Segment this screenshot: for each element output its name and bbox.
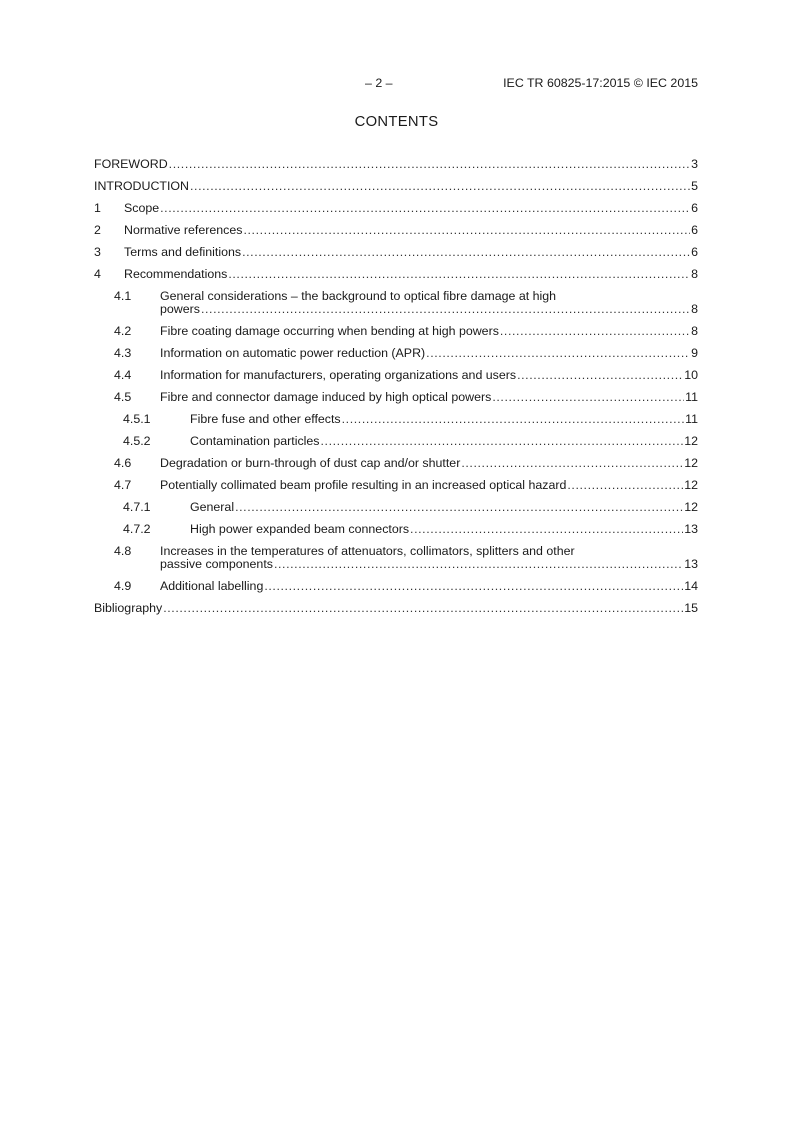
dot-leader: [242, 246, 690, 259]
page-number: – 2 –: [365, 76, 393, 90]
dot-leader: [517, 369, 683, 382]
toc-entry[interactable]: [94, 457, 698, 479]
toc-entry[interactable]: [94, 224, 698, 246]
toc-entry-title: Information for manufacturers, operating organizations and users: [160, 368, 517, 382]
toc-entry[interactable]: [94, 602, 698, 624]
toc-entry-page: 10: [684, 368, 698, 382]
toc-entry-title: Contamination particles: [190, 434, 320, 448]
toc-entry-page: 12: [684, 434, 698, 448]
toc-entry-title-line1: Increases in the temperatures of attenuators, collimators, splitters and other: [160, 544, 575, 558]
toc-entry-number: 3: [94, 245, 101, 259]
dot-leader: [426, 347, 690, 360]
toc-entry[interactable]: [94, 325, 698, 347]
contents-title: CONTENTS: [354, 114, 439, 130]
toc-entry[interactable]: [94, 413, 698, 435]
toc-entry-title: Fibre fuse and other effects: [190, 412, 341, 426]
toc-entry-page: 15: [684, 601, 698, 615]
toc-entry[interactable]: [94, 347, 698, 369]
toc-entry[interactable]: [94, 158, 698, 180]
toc-entry-number: 4.4: [114, 368, 132, 382]
dot-leader: [243, 224, 690, 237]
dot-leader: [274, 558, 683, 571]
toc-entry-title-line1: General considerations – the background to optical fibre damage at high: [160, 289, 557, 303]
toc-entry[interactable]: [94, 180, 698, 202]
toc-entry-page: 6: [691, 201, 698, 215]
dot-leader: [228, 268, 690, 281]
toc-entry-number: 4.8: [114, 544, 132, 558]
dot-leader: [264, 580, 683, 593]
dot-leader: [461, 457, 683, 470]
toc-entry-number: 4.5: [114, 390, 132, 404]
dot-leader: [410, 523, 683, 536]
toc-entry-title: Fibre coating damage occurring when bending at high powers: [160, 324, 499, 338]
toc-entry[interactable]: [94, 501, 698, 523]
toc-entry-title: Normative references: [124, 223, 243, 237]
dot-leader: [320, 435, 683, 448]
toc-entry-number: 4.3: [114, 346, 132, 360]
dot-leader: [567, 479, 683, 492]
toc-entry-number: 4.7: [114, 478, 132, 492]
toc-entry-title: Degradation or burn-through of dust cap and/or shutter: [160, 456, 461, 470]
dot-leader: [163, 602, 683, 615]
dot-leader: [160, 202, 690, 215]
toc-entry[interactable]: [94, 435, 698, 457]
toc-entry[interactable]: [94, 580, 698, 602]
toc-entry-number: 4.7.2: [123, 522, 151, 536]
toc-entry-page: 3: [691, 157, 698, 171]
toc-entry[interactable]: [94, 290, 698, 325]
toc-entry[interactable]: [94, 246, 698, 268]
toc-entry-number: 2: [94, 223, 101, 237]
dot-leader: [235, 501, 683, 514]
toc-entry-number: 4.6: [114, 456, 132, 470]
toc-entry-title: General: [190, 500, 235, 514]
dot-leader: [169, 158, 690, 171]
toc-entry[interactable]: [94, 479, 698, 501]
toc-entry-title: Bibliography: [94, 601, 163, 615]
toc-entry-page: 11: [685, 412, 698, 426]
page-header: [95, 76, 698, 92]
toc-entry-page: 8: [691, 267, 698, 281]
toc-entry[interactable]: [94, 391, 698, 413]
toc-entry-page: 14: [684, 579, 698, 593]
toc-entry-number: 4.5.1: [123, 412, 151, 426]
toc-entry-title: Information on automatic power reduction (APR): [160, 346, 426, 360]
toc-entry-page: 9: [691, 346, 698, 360]
toc-entry-title: passive components: [160, 557, 273, 571]
toc-entry-number: 1: [94, 201, 101, 215]
toc-entry-title: High power expanded beam connectors: [190, 522, 410, 536]
toc-entry[interactable]: [94, 202, 698, 224]
toc-entry-title: Fibre and connector damage induced by high optical powers: [160, 390, 492, 404]
toc-entry-title: powers: [160, 302, 200, 316]
toc-entry-title: Additional labelling: [160, 579, 264, 593]
dot-leader: [500, 325, 690, 338]
dot-leader: [201, 303, 690, 316]
toc-entry-number: 4.9: [114, 579, 132, 593]
toc-entry-title: Scope: [124, 201, 160, 215]
toc-entry-page: 13: [684, 522, 698, 536]
toc-entry-page: 12: [684, 478, 698, 492]
document-id: IEC TR 60825-17:2015 © IEC 2015: [503, 76, 698, 90]
toc-entry-title: Potentially collimated beam profile resulting in an increased optical hazard: [160, 478, 567, 492]
toc-entry-page: 12: [684, 500, 698, 514]
toc-entry[interactable]: [94, 369, 698, 391]
toc-entry-page: 11: [685, 390, 698, 404]
table-of-contents: [94, 158, 698, 624]
toc-entry-title: FOREWORD: [94, 157, 168, 171]
toc-entry-page: 5: [691, 179, 698, 193]
toc-entry-page: 8: [691, 324, 698, 338]
toc-entry-title: Recommendations: [124, 267, 228, 281]
toc-entry-title: Terms and definitions: [124, 245, 242, 259]
toc-entry-page: 8: [691, 302, 698, 316]
toc-entry-page: 6: [691, 245, 698, 259]
toc-entry-number: 4.2: [114, 324, 132, 338]
toc-entry[interactable]: [94, 545, 698, 580]
toc-entry-number: 4: [94, 267, 101, 281]
dot-leader: [190, 180, 690, 193]
toc-entry[interactable]: [94, 523, 698, 545]
toc-entry-number: 4.5.2: [123, 434, 151, 448]
dot-leader: [342, 413, 685, 426]
dot-leader: [492, 391, 684, 404]
toc-entry-number: 4.7.1: [123, 500, 151, 514]
toc-entry[interactable]: [94, 268, 698, 290]
toc-entry-number: 4.1: [114, 289, 132, 303]
toc-entry-page: 13: [684, 557, 698, 571]
toc-entry-title: INTRODUCTION: [94, 179, 189, 193]
toc-entry-page: 12: [684, 456, 698, 470]
toc-entry-page: 6: [691, 223, 698, 237]
